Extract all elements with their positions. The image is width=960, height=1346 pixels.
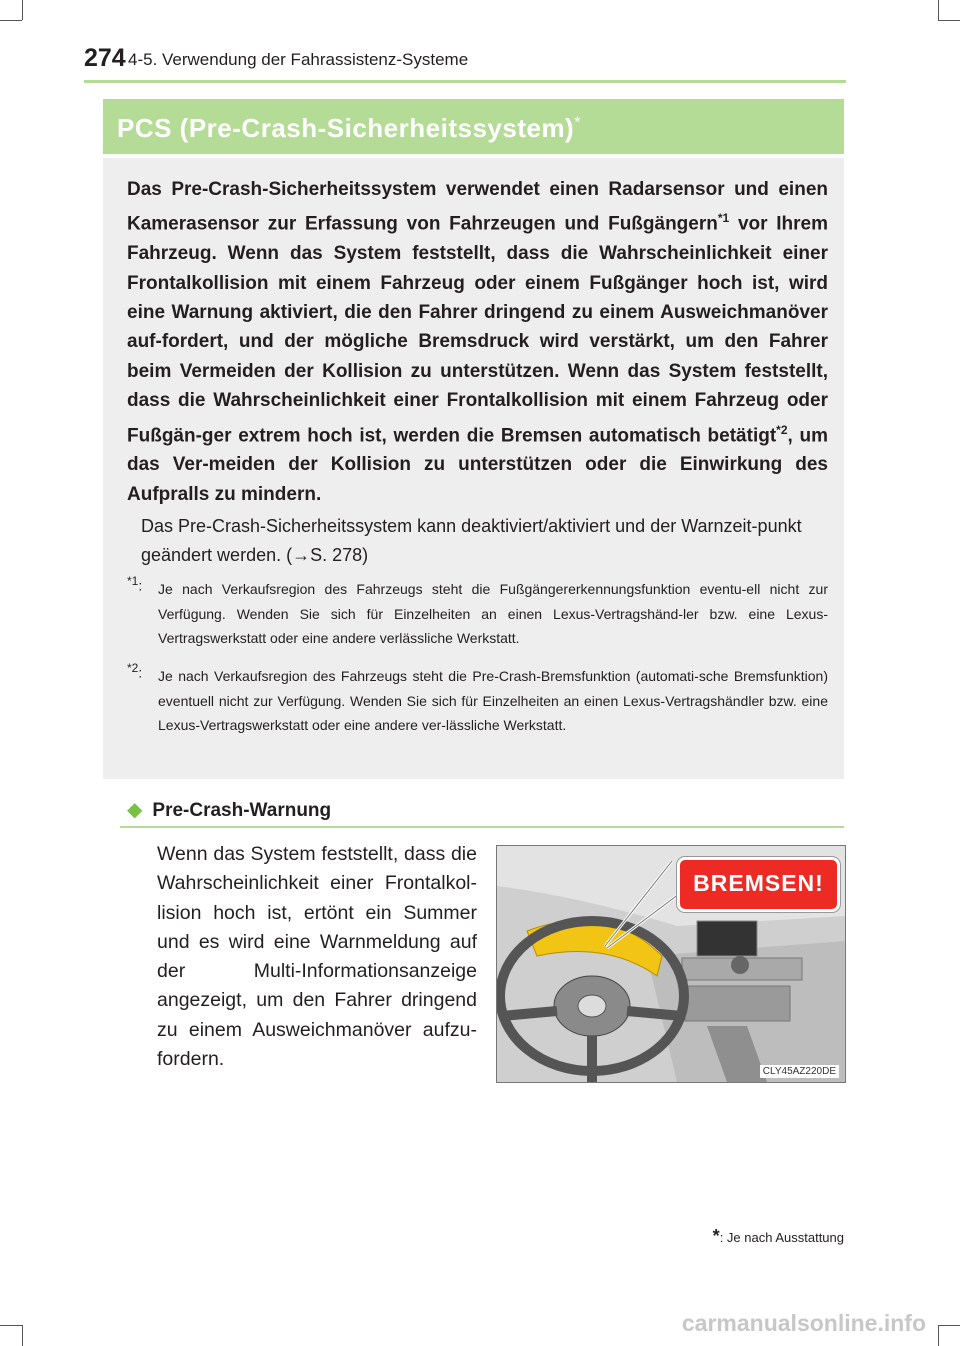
equipment-footnote: [713, 1226, 844, 1247]
crop-mark: [0, 20, 22, 21]
footnote-star: *: [712, 1226, 720, 1246]
footnote-1-mark: $^{*1}$:: [127, 574, 143, 594]
watermark: carmanualsonline.info: [681, 1310, 926, 1336]
intro-part1: Das Pre-Crash-Sicherheitssystem verwendet einen Radarsensor und einen Kamerasensor zur Erfassung von Fahrzeugen und Fußgängern: [127, 179, 828, 235]
crop-mark: [22, 0, 23, 20]
crop-mark: [938, 20, 960, 21]
chapter-title: 4-5. Verwendung der Fahrassistenz-Systeme: [128, 50, 469, 69]
footnote-2-mark: $^{*2}$:: [127, 661, 143, 681]
crop-mark: [0, 1325, 22, 1326]
banner-title-text: PCS (Pre-Crash-Sicherheitssystem): [117, 113, 575, 143]
banner-star: *: [574, 114, 581, 132]
footnote-1-text: Je nach Verkaufsregion des Fahrzeugs steht die Fußgängererkennungsfunktion eventu-ell nicht zur Verfügung. Wenden Sie sich für Einzelheiten an einen Lexus-Vertragshänd-ler bzw. eine Lexus-Vertragswerkstatt oder eine andere verlässliche Werkstatt.: [158, 581, 828, 646]
intro-sup1: *1: [717, 211, 730, 226]
section-heading: [127, 797, 331, 822]
section-banner: [103, 99, 844, 154]
dashboard-illustration: [496, 845, 846, 1083]
crop-mark: [938, 0, 939, 20]
section-divider: [120, 826, 844, 828]
intro-part3: , um das Ver-meiden der Kollision zu unterstützen oder die Einwirkung des Aufpralls zu mindern.: [127, 424, 828, 505]
info-box: [103, 158, 844, 779]
note-paragraph: Das Pre-Crash-Sicherheitssystem kann deaktiviert/aktiviert und der Warnzeit-punkt geändert werden. (→S. 278): [141, 516, 802, 565]
page-number: 274: [84, 44, 126, 72]
warning-message-text: BREMSEN!: [693, 870, 824, 896]
crop-mark: [938, 1325, 960, 1326]
crop-mark: [22, 1325, 23, 1346]
intro-part2: vor Ihrem Fahrzeug. Wenn das System feststellt, dass die Wahrscheinlichkeit einer Frontalkollision mit einem Fahrzeug oder einem Fußgänger hoch ist, wird eine Warnung aktiviert, die den Fahrer dringend zu einem Ausweichmanöver auf-fordert, und der mögliche Bremsdruck wird verstärkt, um den Fahrer beim Vermeiden der Kollision zu unterstützen. Wenn das System feststellt, dass die Wahrscheinlichkeit einer Frontalkollision mit einem Fahrzeug oder Fußgän-ger extrem hoch ist, werden die Bremsen automatisch betätigt: [127, 213, 828, 446]
warning-message: [677, 857, 840, 912]
footnote-2-text: Je nach Verkaufsregion des Fahrzeugs steht die Pre-Crash-Bremsfunktion (automati-sche Bremsfunktion) eventuell nicht zur Verfügung. Wenden Sie sich für Einzelheiten an einen Lexus-Vertragshändler bzw. eine Lexus-Vertragswerkstatt oder eine andere ver-lässliche Werkstatt.: [158, 668, 828, 733]
section-paragraph: Wenn das System feststellt, dass die Wahrscheinlichkeit einer Frontalkol-lision hoch ist, ertönt ein Summer und es wird eine Warnmeldung auf der Multi-Informationsanzeige angezeigt, um den Fahrer dringend zu einem Ausweichmanöver aufzu-fordern.: [157, 843, 477, 1071]
banner-title: [117, 113, 581, 144]
intro-paragraph: [127, 175, 828, 509]
header-divider: [84, 80, 846, 83]
footnote-text: : Je nach Ausstattung: [719, 1230, 844, 1245]
crop-mark: [938, 1325, 939, 1346]
intro-sup2: *2: [776, 422, 788, 437]
section-heading-text: Pre-Crash-Warnung: [152, 800, 332, 821]
diamond-bullet-icon: ◆: [127, 799, 143, 821]
illustration-code: CLY45AZ220DE: [760, 1065, 839, 1078]
